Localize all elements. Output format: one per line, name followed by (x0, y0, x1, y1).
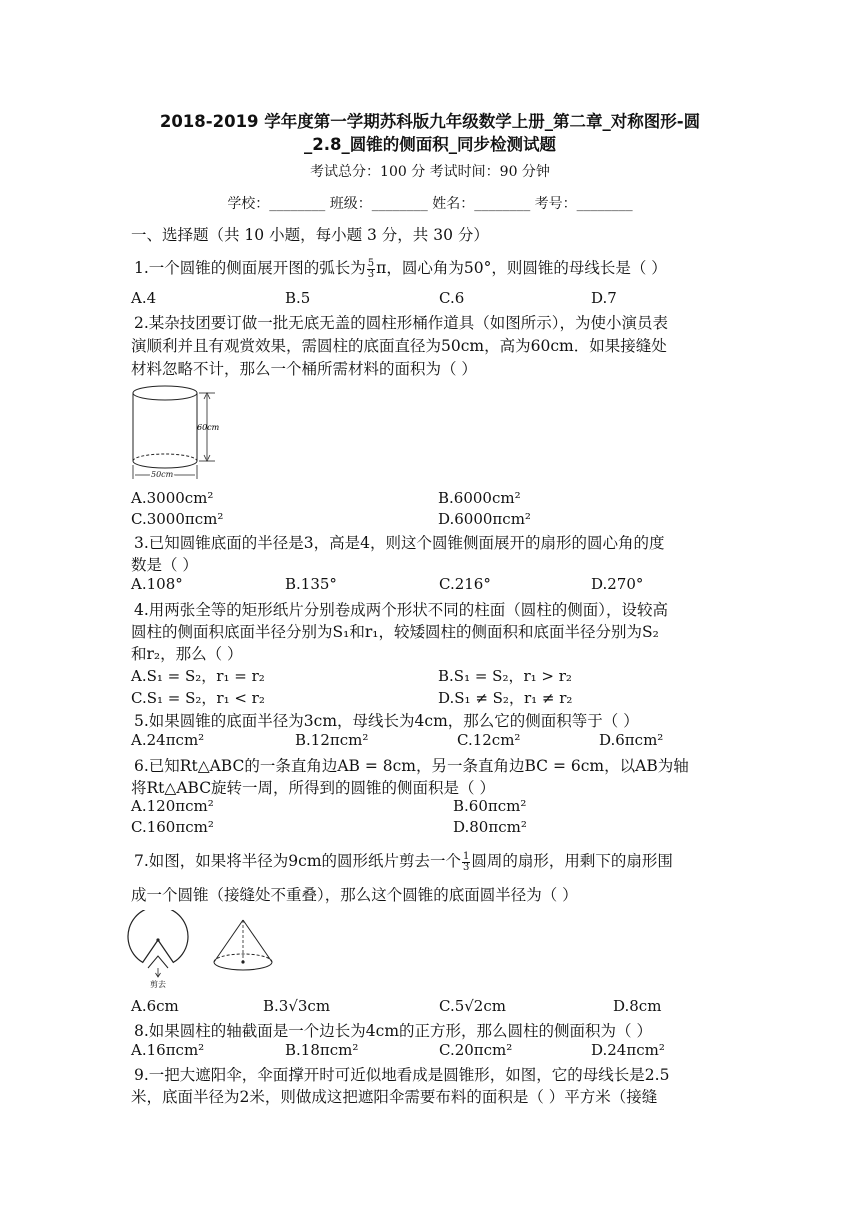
doc-title-line1: 2018-2019 学年度第一学期苏科版九年级数学上册_第二章_对称图形-圆 (159, 112, 701, 131)
q6-line1: 6.已知Rt△ABC的一条直角边AB = 8cm，另一条直角边BC = 6cm，以AB为轴 (134, 757, 689, 775)
q3-option-a[interactable]: A.108° (131, 575, 183, 593)
q3-option-b[interactable]: B.135° (285, 575, 337, 593)
q6-option-c[interactable]: C.160πcm² (131, 818, 214, 836)
q2-option-c[interactable]: C.3000πcm² (131, 510, 224, 528)
q7-text-a: 7.如图，如果将半径为9cm的圆形纸片剪去一个 (134, 852, 462, 870)
section-heading: 一、选择题（共 10 小题，每小题 3 分，共 30 分） (131, 226, 489, 244)
q4-line2: 圆柱的侧面积底面半径分别为S₁和r₁，较矮圆柱的侧面积和底面半径分别为S₂ (131, 623, 659, 641)
exam-info: 考试总分：100 分 考试时间：90 分钟 (310, 164, 550, 180)
q1-option-a[interactable]: A.4 (131, 289, 157, 307)
q6-line2: 将Rt△ABC旋转一周，所得到的圆锥的侧面积是（ ） (131, 779, 495, 797)
q5-option-b[interactable]: B.12πcm² (295, 731, 369, 749)
q1-option-c[interactable]: C.6 (439, 289, 465, 307)
q7-text-b: 圆周的扇形，用剩下的扇形围 (471, 852, 673, 870)
q1-fraction (367, 259, 375, 280)
q7-option-b[interactable]: B.3√3cm (263, 997, 331, 1015)
q8-option-c[interactable]: C.20πcm² (439, 1041, 513, 1059)
q9-line1: 9.一把大遮阳伞，伞面撑开时可近似地看成是圆锥形，如图，它的母线长是2.5 (134, 1066, 670, 1084)
q2-line3: 材料忽略不计，那么一个桶所需材料的面积为（ ） (131, 360, 477, 378)
q5-option-c[interactable]: C.12cm² (457, 731, 521, 749)
q5-option-d[interactable]: D.6πcm² (599, 731, 664, 749)
q1-option-b[interactable]: B.5 (285, 289, 311, 307)
q4-option-a[interactable]: A.S₁ = S₂，r₁ = r₂ (131, 667, 265, 685)
q6-option-a[interactable]: A.120πcm² (131, 797, 214, 815)
q3-option-d[interactable]: D.270° (591, 575, 644, 593)
q3-line1: 3.已知圆锥底面的半径是3，高是4，则这个圆锥侧面展开的扇形的圆心角的度 (134, 534, 665, 552)
q3-line2: 数是（ ） (131, 556, 198, 574)
q2-line2: 演顺利并且有观赏效果，需圆柱的底面直径为50cm，高为60cm．如果接缝处 (131, 337, 667, 355)
q7-line2: 成一个圆锥（接缝处不重叠），那么这个圆锥的底面圆半径为（ ） (131, 886, 578, 904)
cylinder-figure (127, 383, 227, 483)
q1-frac-num: 5 (367, 257, 375, 269)
q5-option-a[interactable]: A.24πcm² (131, 731, 205, 749)
doc-title-line2: _2.8_圆锥的侧面积_同步检测试题 (304, 135, 556, 154)
question-7 (134, 849, 734, 873)
q2-line1: 2.某杂技团要订做一批无底无盖的圆柱形桶作道具（如图所示），为使小演员表 (134, 314, 669, 332)
q4-option-b[interactable]: B.S₁ = S₂，r₁ > r₂ (438, 667, 572, 685)
q6-option-b[interactable]: B.60πcm² (453, 797, 527, 815)
q7-frac-num: 1 (463, 850, 470, 862)
fig-cut-label: 剪去 (150, 980, 166, 989)
q8-option-b[interactable]: B.18πcm² (285, 1041, 359, 1059)
q2-option-b[interactable]: B.6000cm² (438, 489, 521, 507)
q1-frac-den: 3 (367, 268, 375, 280)
q4-option-c[interactable]: C.S₁ = S₂，r₁ < r₂ (131, 689, 265, 707)
q7-fraction (462, 852, 470, 873)
q8-line1: 8.如果圆柱的轴截面是一个边长为4cm的正方形，那么圆柱的侧面积为（ ） (134, 1022, 652, 1040)
q5-line1: 5.如果圆锥的底面半径为3cm，母线长为4cm，那么它的侧面积等于（ ） (134, 712, 639, 730)
q4-line1: 4.用两张全等的矩形纸片分别卷成两个形状不同的柱面（圆柱的侧面），设较高 (134, 601, 669, 619)
student-fields: 学校：________ 班级：________ 姓名：________ 考号：________ (227, 196, 633, 212)
fig-height-label: 60cm (197, 423, 220, 432)
q2-option-d[interactable]: D.6000πcm² (438, 510, 531, 528)
q1-text-a: 1.一个圆锥的侧面展开图的弧长为 (134, 259, 366, 277)
q6-option-d[interactable]: D.80πcm² (453, 818, 527, 836)
question-1 (134, 256, 734, 280)
q4-option-d[interactable]: D.S₁ ≠ S₂，r₁ ≠ r₂ (438, 689, 573, 707)
q1-text-b: π，圆心角为50°，则圆锥的母线长是（ ） (376, 259, 667, 277)
q7-option-c[interactable]: C.5√2cm (439, 997, 506, 1015)
q4-line3: 和r₂，那么（ ） (131, 645, 243, 663)
q3-option-c[interactable]: C.216° (439, 575, 491, 593)
fig-width-label: 50cm (151, 470, 174, 479)
q7-frac-den: 3 (463, 861, 470, 873)
q1-option-d[interactable]: D.7 (591, 289, 617, 307)
q9-line2: 米，底面半径为2米，则做成这把遮阳伞需要布料的面积是（ ）平方米（接缝 (131, 1088, 658, 1106)
q2-option-a[interactable]: A.3000cm² (131, 489, 214, 507)
q7-option-a[interactable]: A.6cm (131, 997, 179, 1015)
q8-option-d[interactable]: D.24πcm² (591, 1041, 665, 1059)
cone-figure (126, 910, 316, 992)
q8-option-a[interactable]: A.16πcm² (131, 1041, 205, 1059)
q7-option-d[interactable]: D.8cm (613, 997, 662, 1015)
